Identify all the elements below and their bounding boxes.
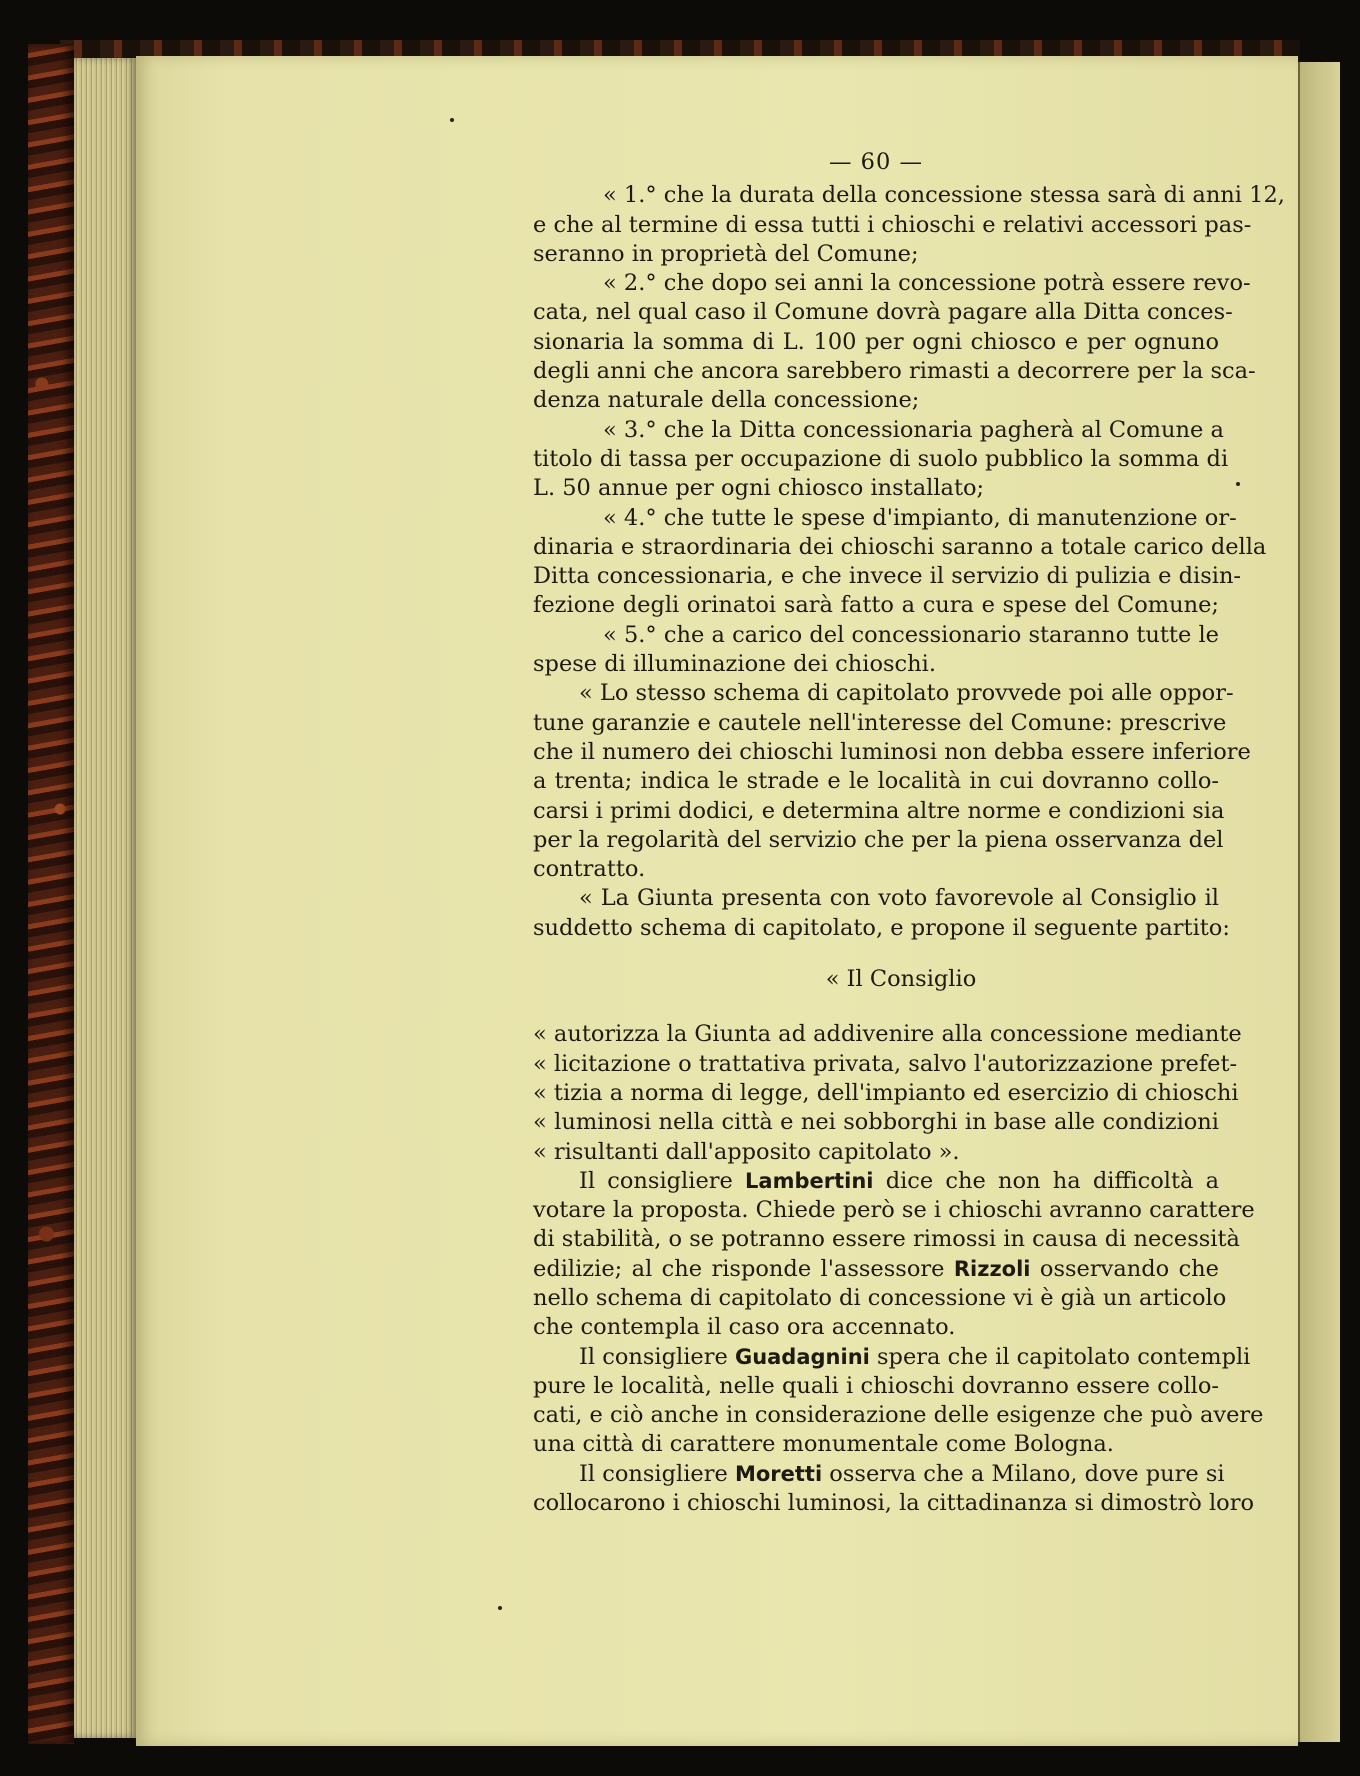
text-line: contratto. — [533, 856, 646, 883]
page-text-upper — [533, 148, 1285, 1518]
text-line: per la regolarità del servizio che per la piena osservanza del — [533, 826, 1224, 853]
text-line: « 5.° che a carico del concessionario staranno tutte le — [603, 621, 1219, 648]
margin-speck — [1236, 482, 1240, 486]
resolution-heading: « Il Consiglio — [825, 966, 977, 993]
councillor-name: Guadagnini — [734, 1344, 870, 1369]
councillor-name: Moretti — [734, 1461, 823, 1486]
text-line: carsi i primi dodici, e determina altre norme e condizioni sia — [533, 797, 1225, 824]
text-line: denza naturale della concessione; — [533, 387, 920, 414]
text-line: « 1.° che la durata della concessione stessa sarà di anni 12, — [603, 182, 1285, 209]
text-line: che il numero dei chioschi luminosi non debba essere inferiore — [533, 738, 1251, 765]
text-line: suddetto schema di capitolato, e propone il seguente partito: — [533, 914, 1230, 941]
text-line: seranno in proprietà del Comune; — [533, 240, 919, 267]
adjacent-page — [1298, 62, 1340, 1742]
margin-speck — [450, 118, 454, 122]
discussion-line: una città di carattere monumentale come Bologna. — [533, 1431, 1114, 1458]
discussion-line: pure le località, nelle quali i chioschi dovranno essere collo- — [533, 1372, 1219, 1399]
discussion-line: edilizie; al che risponde l'assessore Rizzoli osservando che — [533, 1255, 1219, 1282]
book-spine — [28, 44, 74, 1744]
text-line: titolo di tassa per occupazione di suolo pubblico la somma di — [533, 445, 1229, 472]
discussion-line: di stabilità, o se potranno essere rimossi in causa di necessità — [533, 1226, 1240, 1253]
margin-speck — [498, 1606, 502, 1610]
discussion-line: Il consigliere Guadagnini spera che il capitolato contempli — [579, 1343, 1251, 1370]
assessor-name: Rizzoli — [953, 1256, 1031, 1281]
text-line: a trenta; indica le strade e le località in cui dovranno collo- — [533, 768, 1219, 795]
discussion-line: nello schema di capitolato di concessione vi è già un articolo — [533, 1284, 1227, 1311]
discussion-line: cati, e ciò anche in considerazione delle esigenze che può avere — [533, 1402, 1264, 1429]
discussion-line: Il consigliere Moretti osserva che a Milano, dove pure si — [579, 1460, 1225, 1487]
text-line: « 2.° che dopo sei anni la concessione potrà essere revo- — [603, 270, 1251, 297]
resolution-line: « autorizza la Giunta ad addivenire alla concessione mediante — [533, 1021, 1242, 1048]
resolution-line: « luminosi nella città e nei sobborghi in base alle condizioni — [533, 1109, 1219, 1136]
resolution-line: « tizia a norma di legge, dell'impianto ed esercizio di chioschi — [533, 1079, 1239, 1106]
discussion-line: collocarono i chioschi luminosi, la cittadinanza si dimostrò loro — [533, 1490, 1254, 1517]
resolution-line: « risultanti dall'apposito capitolato ». — [533, 1138, 960, 1165]
text-line: « 4.° che tutte le spese d'impianto, di manutenzione or- — [603, 504, 1237, 531]
text-line: tune garanzie e cautele nell'interesse del Comune: prescrive — [533, 709, 1227, 736]
text-line: dinaria e straordinaria dei chioschi saranno a totale carico della — [533, 533, 1267, 560]
discussion-line: votare la proposta. Chiede però se i chioschi avranno carattere — [533, 1197, 1255, 1224]
page-edges — [74, 58, 136, 1738]
page-number: — 60 — — [829, 149, 923, 175]
text-line: sionaria la somma di L. 100 per ogni chiosco e per ognuno — [533, 328, 1219, 355]
text-line: cata, nel qual caso il Comune dovrà pagare alla Ditta conces- — [533, 299, 1233, 326]
text-line: « 3.° che la Ditta concessionaria pagherà al Comune a — [603, 416, 1224, 443]
text-line: « La Giunta presenta con voto favorevole al Consiglio il — [579, 885, 1219, 912]
resolution-line: « licitazione o trattativa privata, salvo l'autorizzazione prefet- — [533, 1050, 1238, 1077]
discussion-line: che contempla il caso ora accennato. — [533, 1314, 956, 1341]
text-line: fezione degli orinatoi sarà fatto a cura e spese del Comune; — [533, 592, 1219, 619]
text-line: Ditta concessionaria, e che invece il servizio di pulizia e disin- — [533, 563, 1242, 590]
councillor-name: Lambertini — [745, 1168, 874, 1193]
text-line: spese di illuminazione dei chioschi. — [533, 651, 936, 678]
text-line: degli anni che ancora sarebbero rimasti a decorrere per la sca- — [533, 358, 1256, 385]
discussion-line: Il consigliere Lambertini dice che non ha difficoltà a — [579, 1167, 1220, 1194]
text-line: e che al termine di essa tutti i chioschi e relativi accessori pas- — [533, 211, 1252, 238]
text-line: « Lo stesso schema di capitolato provvede poi alle oppor- — [579, 680, 1234, 707]
text-line: L. 50 annue per ogni chiosco installato; — [533, 475, 985, 502]
